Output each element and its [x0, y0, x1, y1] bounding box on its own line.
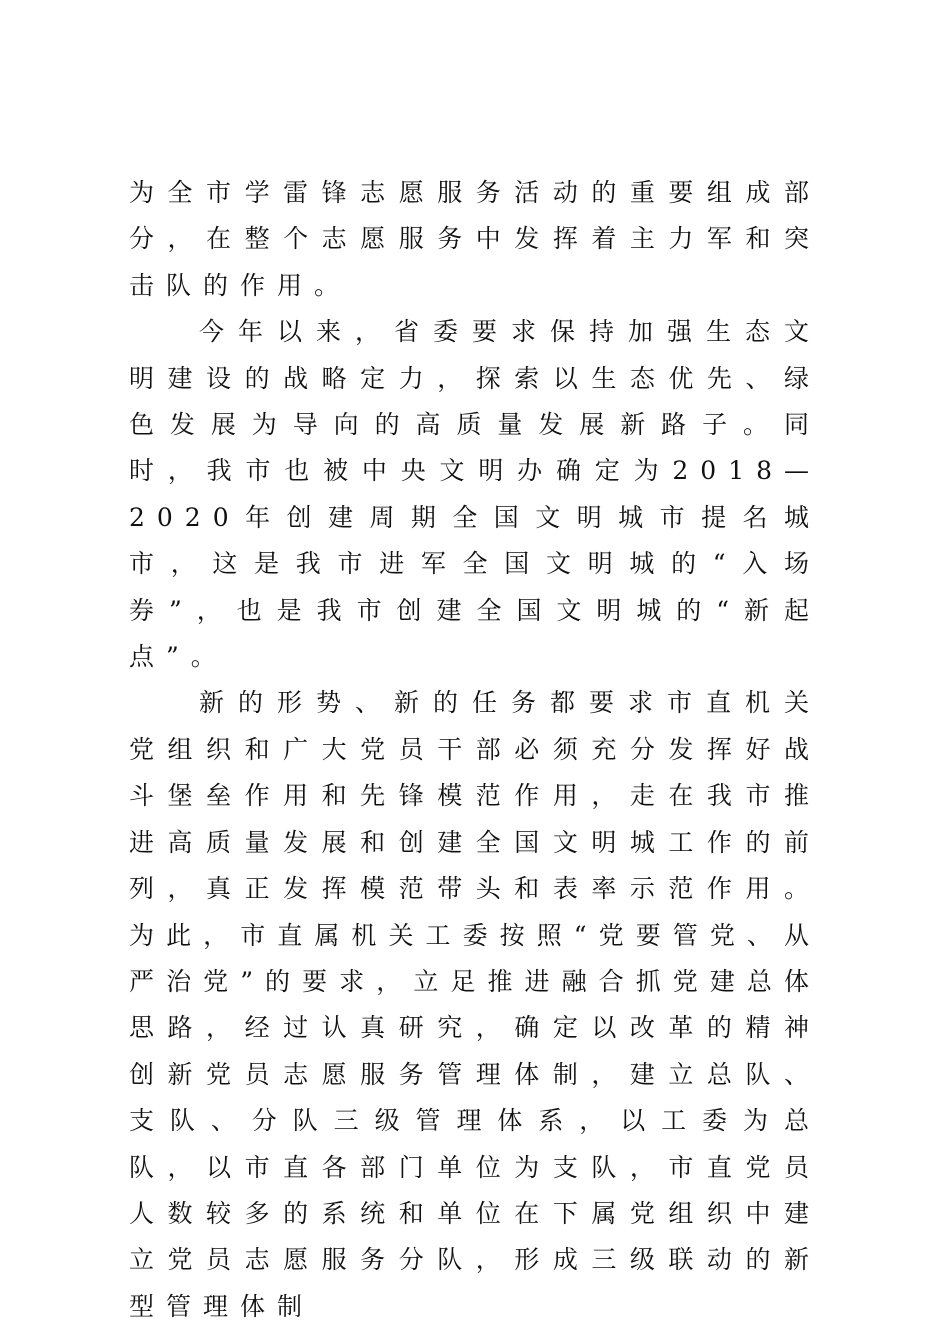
body-text [129, 170, 821, 1330]
paragraph-1: 为全市学雷锋志愿服务活动的重要组成部分，在整个志愿服务中发挥着主力军和突击队的作用。 [129, 178, 821, 300]
paragraph-3: 新的形势、新的任务都要求市直机关党组织和广大党员干部必须充分发挥好战斗堡垒作用和先锋模范作用，走在我市推进高质量发展和创建全国文明城工作的前列，真正发挥模范带头和表率示范作用。为此，市直属机关工委按照“党要管党、从严治党”的要求，立足推进融合抓党建总体思路，经过认真研究，确定以改革的精神创新党员志愿服务管理体制，建立总队、支队、分队三级管理体系，以工委为总队，以市直各部门单位为支队，市直党员人数较多的系统和单位在下属党组织中建立党员志愿服务分队，形成三级联动的新型管理体制 [129, 688, 821, 1321]
paragraph-2: 今年以来，省委要求保持加强生态文明建设的战略定力，探索以生态优先、绿色发展为导向的高质量发展新路子。同时，我市也被中央文明办确定为2018—2020年创建周期全国文明城市提名城市，这是我市进军全国文明城的“入场券”，也是我市创建全国文明城的“新起点”。 [129, 317, 821, 672]
